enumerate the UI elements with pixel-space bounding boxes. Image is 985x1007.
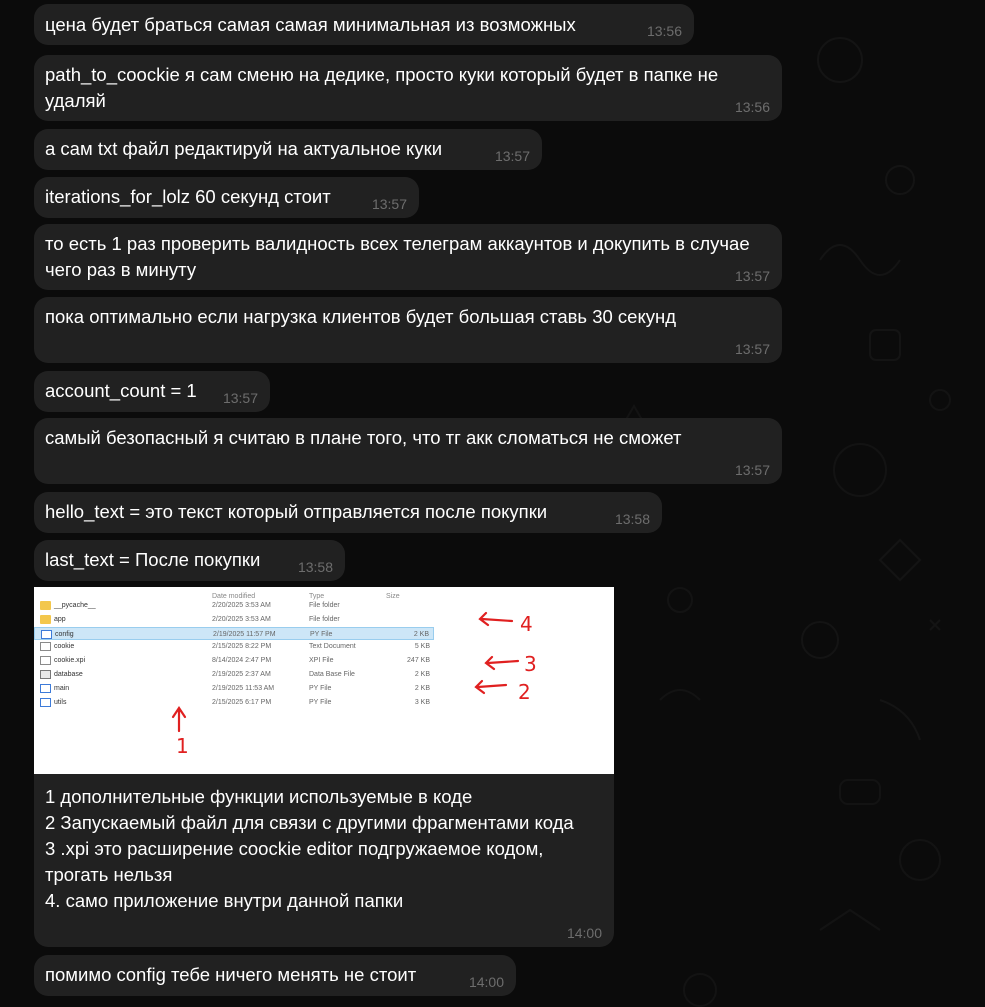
file-type: File folder xyxy=(309,602,340,609)
file-size: 2 KB xyxy=(414,684,430,692)
message-text: hello_text = это текст который отправляется после покупки xyxy=(45,501,548,522)
file-date: 2/19/2025 11:53 AM xyxy=(212,684,275,692)
explorer-header-type: Type xyxy=(309,593,325,600)
message-time: 13:56 xyxy=(734,99,770,115)
message-time: 13:58 xyxy=(614,511,650,527)
caption-line: 2 Запускаемый файл для связи с другими фрагментами кода xyxy=(45,812,574,833)
message-time: 13:56 xyxy=(646,23,682,39)
file-size: 2 KB xyxy=(413,630,429,638)
message-text: помимо config тебе ничего менять не стоит xyxy=(45,964,417,985)
file-name: __pycache__ xyxy=(54,602,96,609)
message-text: account_count = 1 xyxy=(45,380,197,401)
file-type: Text Document xyxy=(309,643,356,651)
file-date: 2/15/2025 8:22 PM xyxy=(212,643,272,651)
message-bubble[interactable] xyxy=(34,371,270,412)
message-text: path_to_coockie я сам сменю на дедике, просто куки который будет в папке не удаляй xyxy=(45,64,719,111)
message-bubble[interactable] xyxy=(34,297,782,363)
message-time: 13:58 xyxy=(297,559,333,575)
caption-line: 4. само приложение внутри данной папки xyxy=(45,890,404,911)
message-text: самый безопасный я считаю в плане того, что тг акк сломаться не сможет xyxy=(45,427,682,448)
message-time: 13:57 xyxy=(371,196,407,212)
message-time: 13:57 xyxy=(494,148,530,164)
file-date: 2/19/2025 2:37 AM xyxy=(212,671,271,678)
file-name: app xyxy=(54,615,66,623)
message-bubble[interactable] xyxy=(34,129,542,170)
message-text: iterations_for_lolz 60 секунд стоит xyxy=(45,186,331,207)
file-size: 5 KB xyxy=(414,643,430,651)
red-annotations xyxy=(34,587,614,774)
file-name: utils xyxy=(54,698,67,706)
message-text: а сам txt файл редактируй на актуальное куки xyxy=(45,138,443,159)
file-type: Data Base File xyxy=(309,671,355,678)
message-bubble[interactable] xyxy=(34,540,345,581)
media-message-bubble[interactable] xyxy=(34,587,614,947)
message-time: 13:57 xyxy=(734,341,770,357)
annotation-3: 3 xyxy=(524,652,537,676)
explorer-screenshot-image[interactable] xyxy=(34,587,614,774)
file-type: PY File xyxy=(310,630,333,638)
file-type: XPI File xyxy=(309,657,334,665)
message-text: цена будет браться самая самая минимальная из возможных xyxy=(45,14,576,35)
file-type: PY File xyxy=(309,698,332,706)
caption-line: 1 дополнительные функции используемые в коде xyxy=(45,786,473,807)
file-date: 8/14/2024 2:47 PM xyxy=(212,657,272,665)
file-name: config xyxy=(55,630,74,638)
message-bubble[interactable] xyxy=(34,224,782,290)
message-bubble[interactable] xyxy=(34,177,419,218)
file-date: 2/15/2025 6:17 PM xyxy=(212,698,272,706)
file-name: cookie.xpi xyxy=(54,657,86,665)
file-name: database xyxy=(54,671,83,678)
message-time: 14:00 xyxy=(468,974,504,990)
message-bubble[interactable] xyxy=(34,418,782,484)
message-text: пока оптимально если нагрузка клиентов будет большая ставь 30 секунд xyxy=(45,306,677,327)
file-name: cookie xyxy=(54,643,75,651)
file-size: 247 KB xyxy=(407,657,430,665)
file-date: 2/20/2025 3:53 AM xyxy=(212,615,271,623)
file-type: File folder xyxy=(309,615,340,623)
message-time: 13:57 xyxy=(734,462,770,478)
file-size: 3 KB xyxy=(414,698,430,706)
message-bubble[interactable] xyxy=(34,955,516,996)
message-time: 13:57 xyxy=(222,390,258,406)
annotation-4: 4 xyxy=(520,612,533,636)
message-text: last_text = После покупки xyxy=(45,549,261,570)
file-type: PY File xyxy=(309,684,332,692)
file-date: 2/19/2025 11:57 PM xyxy=(213,630,276,638)
message-text: то есть 1 раз проверить валидность всех телеграм аккаунтов и докупить в случае чего раз в минуту xyxy=(45,233,750,280)
file-size: 2 KB xyxy=(414,671,430,678)
file-date: 2/20/2025 3:53 AM xyxy=(212,602,271,609)
explorer-header-size: Size xyxy=(386,593,400,600)
caption-line: 3 .xpi это расширение coockie editor подгружаемое кодом, трогать нельзя xyxy=(45,838,544,885)
annotation-2: 2 xyxy=(518,680,531,704)
annotation-1: 1 xyxy=(176,734,189,758)
message-time: 14:00 xyxy=(566,925,602,941)
message-bubble[interactable] xyxy=(34,55,782,121)
message-time: 13:57 xyxy=(734,268,770,284)
file-name: main xyxy=(54,684,70,692)
media-caption xyxy=(34,774,614,914)
explorer-header-date: Date modified xyxy=(212,593,256,600)
message-bubble[interactable] xyxy=(34,4,694,45)
message-bubble[interactable] xyxy=(34,492,662,533)
